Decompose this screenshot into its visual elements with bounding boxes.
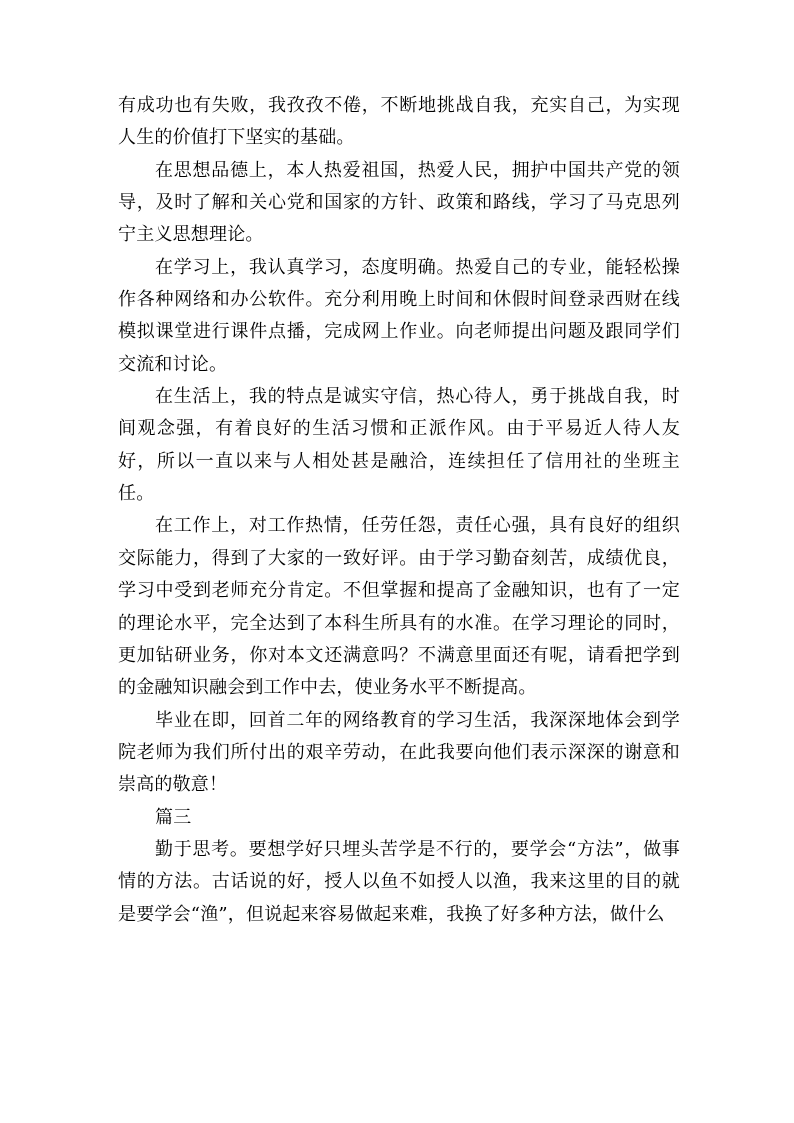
paragraph-thinking: 勤于思考。要想学好只埋头苦学是不行的，要学会“方法”，做事情的方法。古话说的好，授人以鱼不如授人以渔，我来这里的目的就是要学会“渔”，但说起来容易做起来难，我换了好多种方法，做什么	[118, 838, 680, 925]
paragraph-graduation: 毕业在即，回首二年的网络教育的学习生活，我深深地体会到学院老师为我们所付出的艰辛劳动，在此我要向他们表示深深的谢意和崇高的敬意！	[118, 709, 680, 796]
paragraph-work: 在工作上，对工作热情，任劳任怨，责任心强，具有良好的组织交际能力，得到了大家的一致好评。由于学习勤奋刻苦，成绩优良，学习中受到老师充分肯定。不但掌握和提高了金融知识，也有了一定的理论水平，完全达到了本科生所具有的水准。在学习理论的同时，更加钻研业务，你对本文还满意吗？不满意里面还有呢，请看把学到的金融知识融会到工作中去，使业务水平不断提高。	[118, 515, 680, 699]
document-body	[118, 90, 680, 931]
paragraph-life: 在生活上，我的特点是诚实守信，热心待人，勇于挑战自我，时间观念强，有着良好的生活习惯和正派作风。由于平易近人待人友好，所以一直以来与人相处甚是融洽，连续担任了信用社的坐班主任。	[118, 386, 680, 505]
paragraph-continuation: 有成功也有失败，我孜孜不倦，不断地挑战自我，充实自己，为实现人生的价值打下坚实的基础。	[118, 95, 680, 149]
paragraph-moral-character: 在思想品德上，本人热爱祖国，热爱人民，拥护中国共产党的领导，及时了解和关心党和国家的方针、政策和路线，学习了马克思列宁主义思想理论。	[118, 159, 680, 246]
section-heading: 篇三	[155, 806, 192, 828]
paragraph-study: 在学习上，我认真学习，态度明确。热爱自己的专业，能轻松操作各种网络和办公软件。充分利用晚上时间和休假时间登录西财在线模拟课堂进行课件点播，完成网上作业。向老师提出问题及跟同学们交流和讨论。	[118, 256, 680, 375]
